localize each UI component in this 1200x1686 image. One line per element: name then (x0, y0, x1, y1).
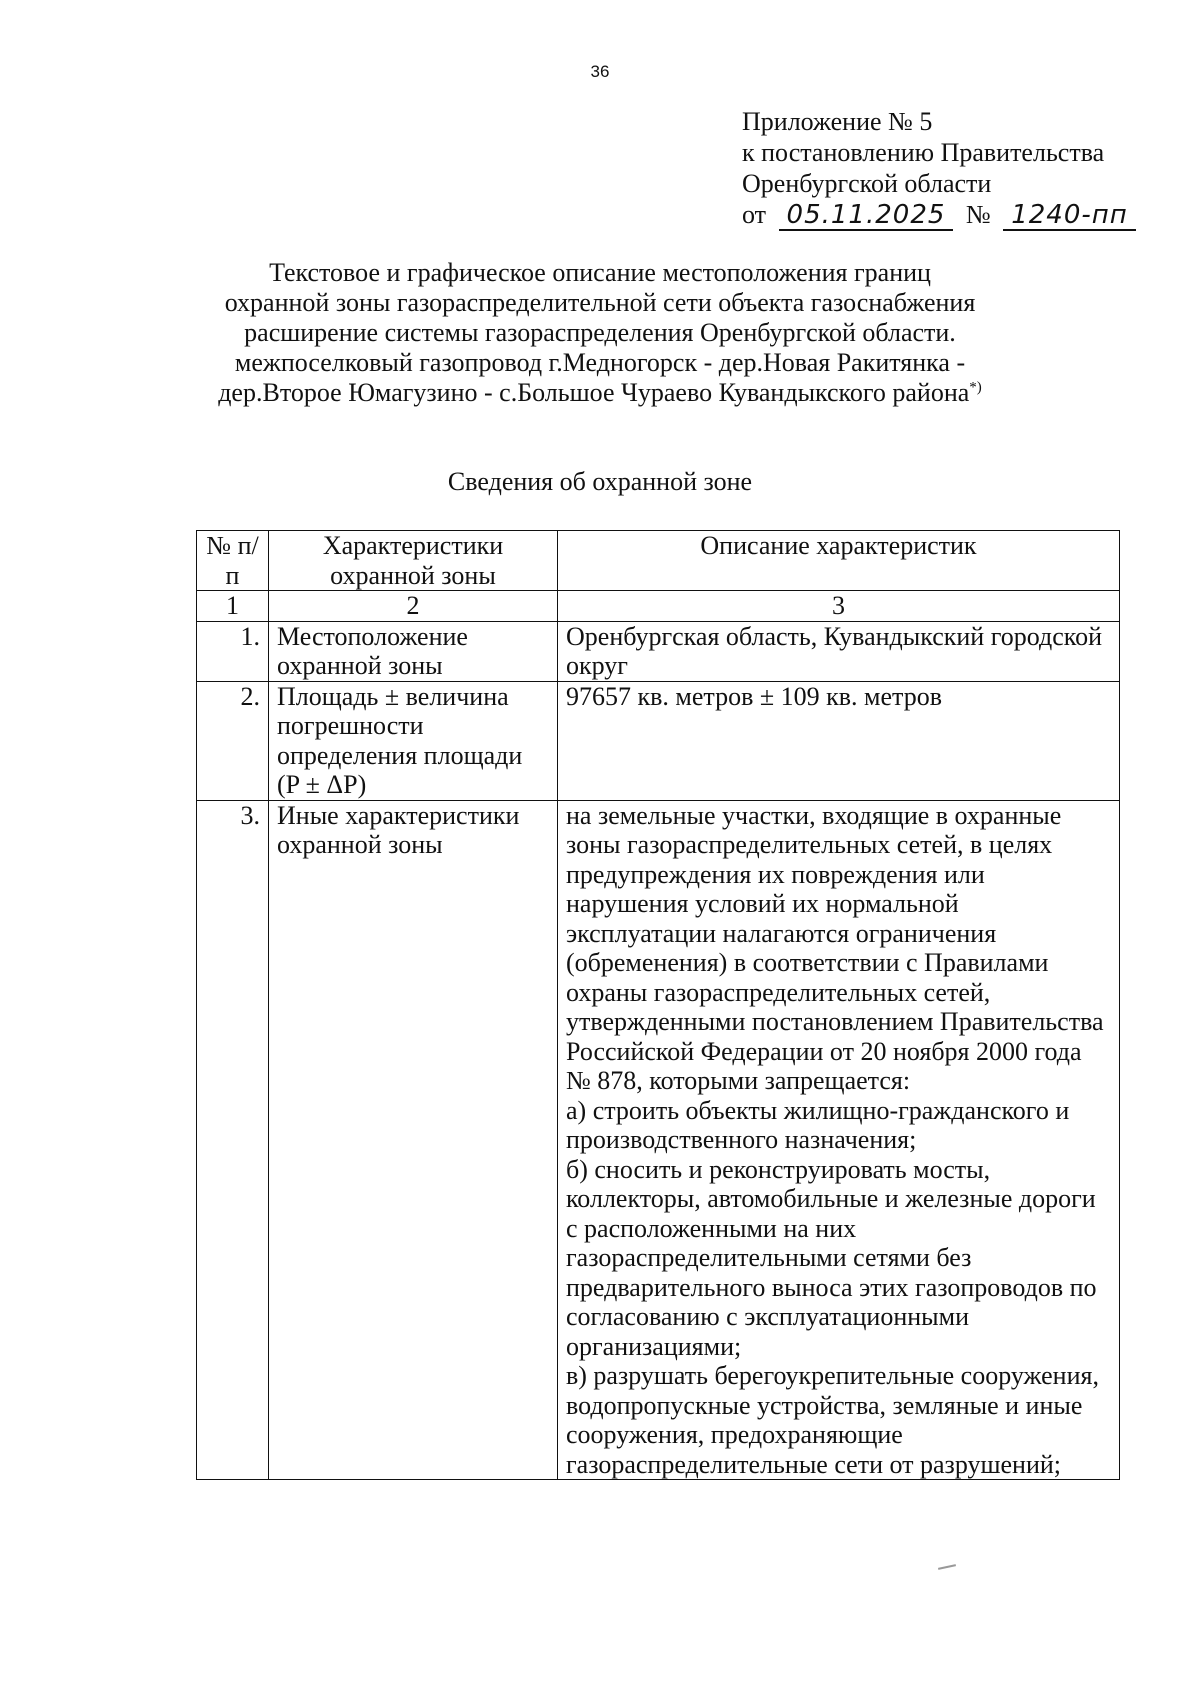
description-paragraph: б) сносить и реконструировать мосты, коллекторы, автомобильные и железные дороги с расположенными на них газораспределительными сетями без предварительного выноса этих газопроводов по согласованию с эксплуатационными организациями; (566, 1154, 1097, 1361)
column-number: 3 (558, 591, 1120, 622)
title-line: дер.Второе Юмагузино - с.Большое Чураево Кувандыкского района (218, 378, 970, 407)
footnote-mark: *) (969, 379, 982, 396)
column-number: 2 (269, 591, 558, 622)
header-description: Описание характеристик (558, 531, 1120, 591)
header-characteristic: Характеристики охранной зоны (269, 531, 558, 591)
row-description (558, 621, 1120, 681)
table-row (197, 800, 1120, 1480)
description-paragraph: на земельные участки, входящие в охранные зоны газораспределительных сетей, в целях предупреждения их повреждения или нарушения условий их нормальной эксплуатации налагаются ограничения (обременения) в соответствии с Правилами охраны газораспределительных сетей, утвержденными постановлением Правительства Российской Федерации от 20 ноября 2000 года № 878, которыми запрещается: (566, 800, 1104, 1095)
header-number: № п/п (197, 531, 269, 591)
appendix-block (742, 106, 1142, 231)
section-title: Сведения об охранной зоне (447, 467, 753, 496)
row-number: 3. (197, 800, 269, 1480)
title-line: охранной зоны газораспределительной сети объекта газоснабжения (224, 288, 976, 317)
description-paragraph: а) строить объекты жилищно-гражданского и производственного назначения; (566, 1095, 1070, 1154)
handwritten-date: 05.11.2025 (779, 201, 954, 231)
title-line: Текстовое и графическое описание местоположения границ (269, 258, 931, 287)
date-prefix: от (742, 200, 767, 229)
row-characteristic: Местоположение охранной зоны (269, 621, 558, 681)
table-row (197, 681, 1120, 800)
row-characteristic: Иные характеристики охранной зоны (269, 800, 558, 1480)
appendix-date-row (742, 199, 1142, 231)
title-line-last (150, 378, 1050, 408)
column-number-row (197, 591, 1120, 622)
appendix-line-2: к постановлению Правительства (742, 138, 1105, 167)
row-description (558, 681, 1120, 800)
title-line: расширение системы газораспределения Оренбургской области. (244, 318, 956, 347)
row-characteristic: Площадь ± величина погрешности определения площади (P ± ΔP) (269, 681, 558, 800)
row-number: 2. (197, 681, 269, 800)
appendix-line-1: Приложение № 5 (742, 107, 933, 136)
appendix-line-3: Оренбургской области (742, 169, 992, 198)
description-paragraph: в) разрушать берегоукрепительные сооружения, водопропускные устройства, земляные и иные сооружения, предохраняющие газораспределительные сети от разрушений; (566, 1361, 1099, 1479)
handwritten-number: 1240-пп (1003, 201, 1136, 231)
title-line: межпоселковый газопровод г.Медногорск - дер.Новая Ракитянка - (234, 348, 966, 377)
page-number: 36 (590, 62, 610, 81)
number-sign: № (965, 200, 991, 229)
column-number: 1 (197, 591, 269, 622)
row-number: 1. (197, 621, 269, 681)
table-header-row (197, 531, 1120, 591)
description-paragraph: 97657 кв. метров ± 109 кв. метров (566, 681, 942, 711)
table-row (197, 621, 1120, 681)
row-description (558, 800, 1120, 1480)
scan-mark (938, 1564, 956, 1570)
zone-info-table (196, 530, 1120, 1480)
document-title (150, 258, 1050, 408)
description-paragraph: Оренбургская область, Кувандыкский городской округ (566, 621, 1102, 680)
